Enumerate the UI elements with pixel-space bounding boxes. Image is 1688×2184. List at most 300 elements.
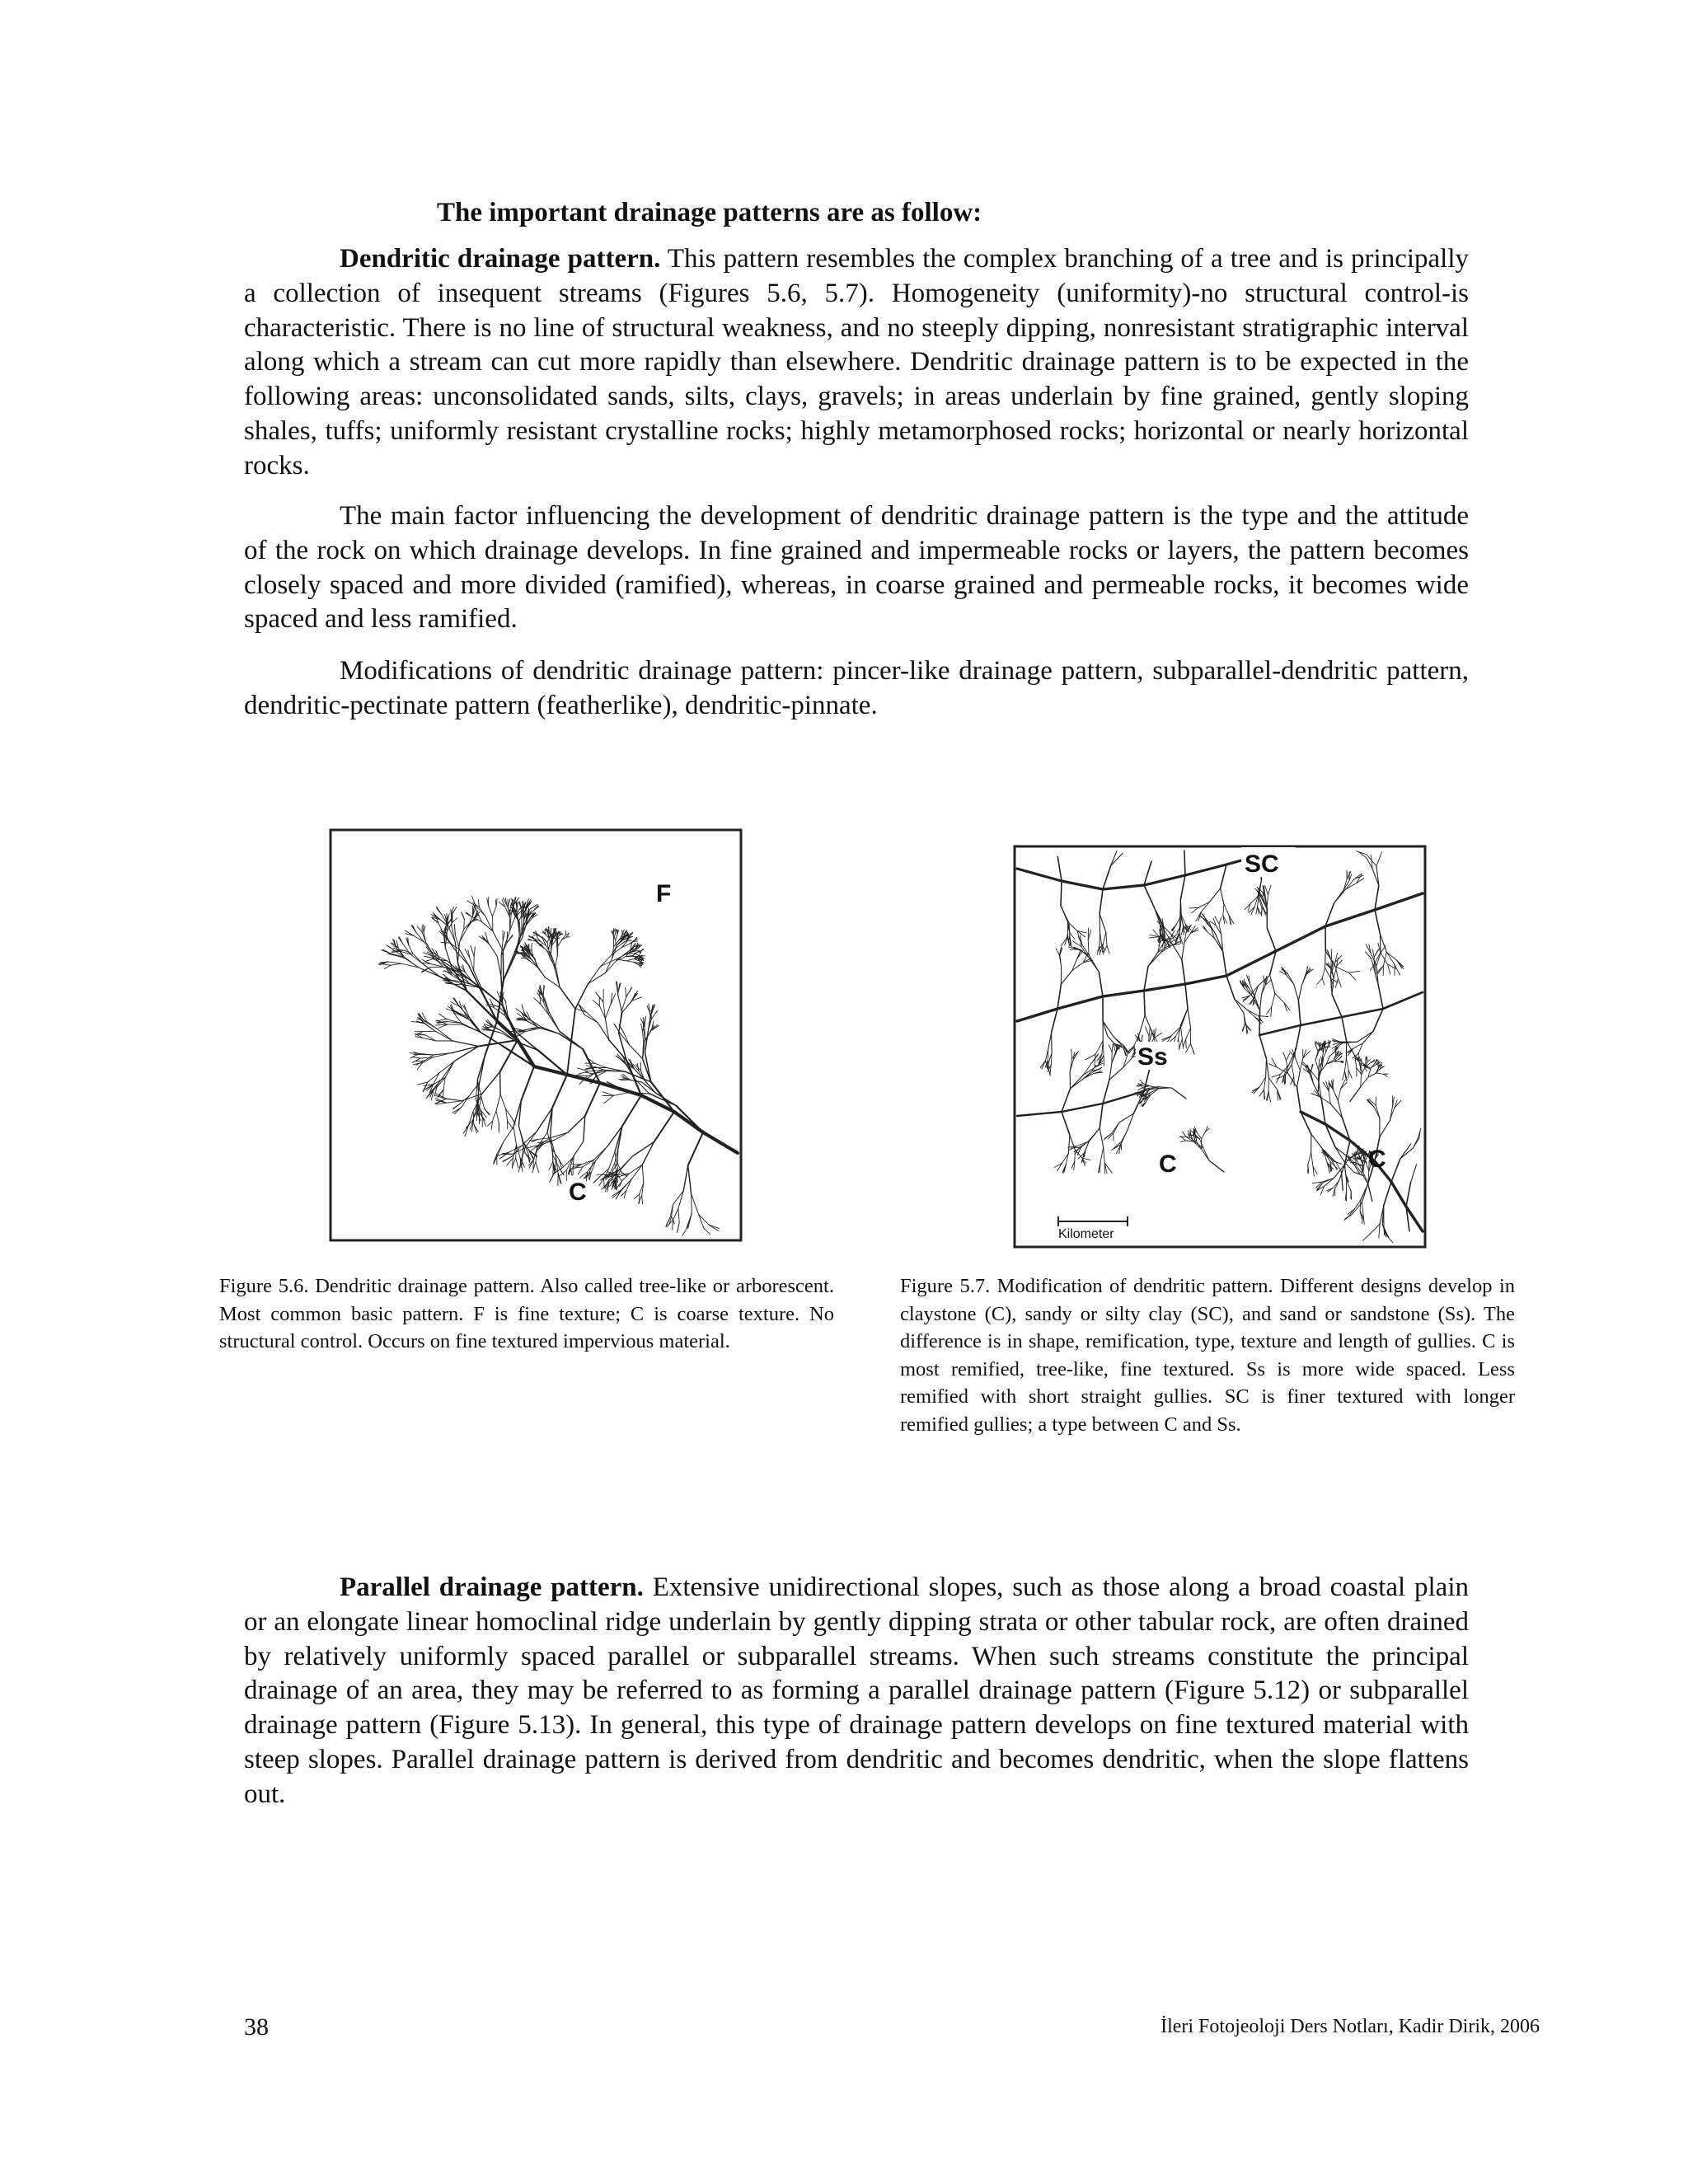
stream-segment: [411, 1022, 423, 1023]
stream-segment: [1397, 961, 1404, 969]
stream-segment: [1172, 925, 1177, 931]
stream-segment: [1223, 951, 1226, 976]
stream-segment: [1057, 996, 1103, 1009]
paragraph-modifications: Modifications of dendritic drainage pattern: pincer-like drainage pattern, subparallel-dendritic pattern, dendritic-pectinate pattern (featherlike), dendritic-pinnate.: [244, 656, 1469, 720]
stream-segment: [1301, 1112, 1325, 1124]
stream-segment: [489, 906, 493, 916]
stream-segment: [1297, 1071, 1301, 1088]
stream-segment: [385, 965, 391, 968]
stream-segment: [1265, 886, 1268, 895]
stream-segment: [558, 940, 562, 946]
stream-segment: [1202, 1132, 1206, 1139]
stream-segment: [699, 1215, 710, 1226]
stream-segment: [1367, 1060, 1371, 1062]
stream-segment: [1346, 1058, 1348, 1071]
stream-segment: [1144, 885, 1155, 907]
stream-segment: [516, 1042, 538, 1051]
stream-segment: [1301, 1017, 1342, 1025]
stream-segment: [621, 1156, 632, 1169]
stream-segment: [1103, 885, 1144, 889]
stream-segment: [1331, 949, 1332, 960]
stream-segment: [1268, 885, 1272, 894]
stream-segment: [1215, 916, 1219, 924]
stream-segment: [1266, 1059, 1267, 1077]
stream-segment: [430, 967, 443, 968]
stream-segment: [1184, 1039, 1186, 1047]
stream-segment: [543, 997, 550, 1013]
stream-segment: [1297, 1087, 1301, 1112]
stream-segment: [1062, 1089, 1071, 1112]
stream-segment: [1201, 902, 1209, 912]
stream-segment: [1310, 1070, 1319, 1080]
sandstone-label: Ss: [1137, 1043, 1168, 1071]
stream-segment: [1144, 861, 1151, 885]
stream-segment: [1184, 851, 1185, 875]
stream-segment: [452, 1041, 478, 1047]
stream-segment: [1256, 907, 1258, 914]
stream-segment: [497, 1141, 504, 1154]
stream-segment: [462, 913, 464, 920]
paragraph-text: Extensive unidirectional slopes, such as those along a broad coastal plain or an elongate linear homoclinal ridge underlain by gently dipping strata or other tabular rock, are often drained by relatively uniformly spaced parallel or subparallel streams. When such streams constitute the principal drainage of an area, they may be referred to as forming a parallel drainage pattern (Figure 5.12) or subparallel drainage pattern (Figure 5.13). In general, this type of drainage pattern develops on fine textured material with steep slopes. Parallel drainage pattern is derived from dendritic and becomes dendritic, when the slope flattens out.: [244, 1572, 1469, 1809]
stream-segment: [1362, 1235, 1370, 1241]
stream-segment: [1295, 1057, 1300, 1070]
stream-segment: [1375, 885, 1379, 910]
stream-segment: [622, 1095, 641, 1126]
stream-segment: [1103, 1041, 1104, 1056]
stream-segment: [1361, 1077, 1368, 1087]
stream-segment: [1046, 1061, 1048, 1069]
stream-segment: [1073, 941, 1081, 947]
stream-segment: [1190, 1129, 1191, 1135]
stream-segment: [617, 1149, 618, 1163]
stream-segment: [673, 1209, 678, 1221]
stream-segment: [1223, 904, 1224, 916]
claystone-label-right: C: [1368, 1146, 1386, 1173]
stream-segment: [555, 956, 557, 968]
stream-segment: [428, 1073, 439, 1082]
stream-segment: [1140, 1080, 1143, 1084]
stream-segment: [1288, 1073, 1297, 1087]
stream-segment: [1315, 1052, 1318, 1061]
stream-segment: [604, 1179, 605, 1187]
stream-segment: [616, 935, 617, 940]
stream-segment: [575, 984, 588, 1009]
stream-segment: [1378, 985, 1383, 1009]
stream-segment: [504, 954, 516, 981]
stream-segment: [508, 1121, 513, 1129]
stream-segment: [1341, 1080, 1345, 1089]
page-number: 38: [244, 2013, 269, 2041]
stream-segment: [1100, 1128, 1104, 1147]
stream-segment: [1100, 914, 1106, 933]
stream-segment: [1143, 1090, 1146, 1091]
stream-segment: [500, 1094, 506, 1109]
stream-segment: [642, 1165, 644, 1183]
stream-segment: [1103, 1021, 1114, 1038]
scale-label: Kilometer: [1058, 1227, 1114, 1241]
stream-segment: [1251, 907, 1254, 914]
stream-segment: [1185, 984, 1188, 1009]
stream-segment: [1325, 910, 1375, 926]
stream-segment: [513, 1127, 517, 1145]
stream-segment: [603, 1092, 614, 1096]
stream-segment: [493, 1111, 497, 1122]
stream-segment: [1391, 1159, 1400, 1182]
stream-segment: [1112, 1043, 1113, 1052]
stream-segment: [612, 1170, 613, 1177]
stream-segment: [481, 1097, 485, 1108]
stream-segment: [1127, 1046, 1134, 1053]
stream-segment: [438, 1029, 453, 1041]
stream-segment: [1368, 1183, 1372, 1201]
stream-segment: [1141, 1099, 1144, 1103]
modified-dendritic-drawing: [1012, 844, 1431, 1253]
stream-segment: [543, 947, 547, 951]
stream-segment: [1259, 1090, 1264, 1096]
stream-segment: [1301, 974, 1306, 985]
stream-segment: [459, 949, 468, 965]
stream-segment: [621, 1179, 631, 1190]
stream-segment: [532, 1162, 536, 1173]
figure-5-7-modified-dendritic: [1012, 844, 1431, 1253]
stream-segment: [641, 1024, 643, 1031]
stream-segment: [1172, 943, 1182, 959]
stream-segment: [584, 1116, 585, 1141]
paragraph-dendritic: [244, 242, 1469, 484]
paragraph-lead: Dendritic drainage pattern.: [340, 244, 661, 274]
stream-segment: [634, 1194, 640, 1199]
stream-segment: [1338, 1089, 1340, 1100]
stream-segment: [631, 943, 632, 946]
stream-segment: [1370, 1224, 1380, 1235]
stream-segment: [1180, 900, 1181, 919]
stream-segment: [418, 1082, 428, 1085]
stream-segment: [387, 945, 394, 950]
stream-segment: [638, 1196, 641, 1204]
stream-segment: [629, 1165, 642, 1174]
stream-segment: [474, 947, 475, 956]
stream-segment: [596, 1146, 607, 1160]
stream-segment: [1112, 1122, 1119, 1133]
stream-segment: [1075, 1150, 1082, 1158]
stream-segment: [677, 1222, 679, 1233]
stream-segment: [1323, 1082, 1329, 1090]
stream-segment: [1226, 976, 1235, 999]
stream-segment: [1267, 928, 1276, 951]
stream-segment: [416, 933, 424, 943]
sandy-clay-label: SC: [1245, 851, 1279, 878]
stream-segment: [1275, 993, 1284, 1003]
stream-segment: [1348, 971, 1359, 972]
stream-segment: [1062, 881, 1103, 889]
stream-segment: [1406, 1183, 1411, 1207]
stream-segment: [1383, 952, 1386, 966]
stream-segment: [1071, 1079, 1084, 1089]
stream-segment: [678, 1209, 679, 1223]
stream-segment: [382, 964, 391, 965]
stream-segment: [676, 1106, 703, 1132]
stream-segment: [1268, 1091, 1271, 1102]
footer-source: İleri Fotojeoloji Ders Notları, Kadir Dirik, 2006: [1160, 2016, 1540, 2037]
stream-segment: [476, 1080, 478, 1099]
stream-segment: [578, 1167, 583, 1174]
figure-frame: [1015, 846, 1425, 1247]
figure-5-6-caption: Figure 5.6. Dendritic drainage pattern. Also called tree-like or arborescent. Most common basic pattern. F is fine texture; C is coarse texture. No structural control. Occurs on fine textured impervious material.: [219, 1275, 834, 1352]
stream-segment: [601, 954, 612, 966]
stream-segment: [688, 1213, 692, 1228]
stream-segment: [1061, 971, 1071, 985]
stream-segment: [1061, 937, 1067, 946]
stream-segment: [1339, 978, 1342, 987]
stream-segment: [391, 963, 401, 965]
stream-segment: [1085, 1054, 1095, 1060]
stream-segment: [635, 951, 640, 953]
stream-segment: [412, 1057, 420, 1058]
stream-segment: [1084, 1063, 1092, 1076]
stream-segment: [1363, 1172, 1368, 1183]
stream-segment: [1182, 943, 1184, 959]
drainage-network: [1017, 851, 1423, 1243]
stream-segment: [1221, 888, 1224, 904]
stream-segment: [1379, 1062, 1380, 1066]
stream-segment: [1144, 991, 1145, 1015]
stream-segment: [617, 982, 618, 995]
stream-segment: [1270, 975, 1275, 993]
stream-segment: [1298, 1001, 1301, 1025]
stream-segment: [1372, 949, 1374, 958]
stream-segment: [1088, 940, 1089, 954]
stream-segment: [399, 936, 403, 944]
stream-segment: [540, 993, 542, 1004]
stream-segment: [703, 1132, 738, 1153]
stream-segment: [1386, 952, 1397, 960]
stream-segment: [1325, 968, 1331, 978]
claystone-label-left: C: [1159, 1151, 1177, 1178]
stream-segment: [1342, 1009, 1383, 1017]
stream-segment: [683, 1165, 687, 1191]
stream-segment: [588, 973, 605, 984]
stream-segment: [1351, 1162, 1355, 1163]
stream-segment: [1052, 1033, 1053, 1052]
stream-segment: [439, 1014, 447, 1019]
stream-segment: [557, 940, 558, 946]
stream-segment: [489, 943, 498, 956]
stream-segment: [383, 949, 392, 954]
stream-segment: [1138, 1088, 1143, 1091]
stream-segment: [467, 912, 472, 917]
stream-segment: [1099, 972, 1103, 996]
stream-segment: [1188, 1009, 1191, 1029]
stream-segment: [1143, 1089, 1147, 1090]
stream-segment: [523, 953, 528, 954]
stream-segment: [1287, 975, 1294, 984]
stream-segment: [1160, 941, 1169, 953]
stream-segment: [1333, 1089, 1338, 1100]
stream-segment: [436, 1103, 447, 1104]
stream-segment: [1139, 1015, 1145, 1033]
stream-segment: [1294, 984, 1299, 1001]
stream-segment: [1348, 1070, 1352, 1078]
stream-segment: [537, 935, 542, 939]
stream-segment: [435, 1031, 452, 1041]
stream-segment: [1254, 986, 1259, 996]
stream-segment: [1182, 1039, 1183, 1049]
stream-segment: [1183, 1132, 1186, 1137]
stream-segment: [471, 1021, 481, 1033]
stream-segment: [1335, 1147, 1345, 1163]
stream-segment: [1341, 1082, 1348, 1089]
stream-segment: [1219, 917, 1221, 924]
stream-segment: [1329, 1091, 1330, 1104]
figure-5-6-dendritic: [328, 827, 747, 1248]
stream-segment: [1260, 995, 1262, 1010]
stream-segment: [452, 918, 457, 923]
stream-segment: [1070, 933, 1075, 940]
stream-segment: [1103, 866, 1111, 889]
stream-segment: [1343, 1071, 1345, 1080]
stream-segment: [1258, 880, 1261, 897]
stream-segment: [540, 1029, 559, 1034]
stream-segment: [516, 1158, 518, 1168]
stream-segment: [500, 1071, 501, 1094]
stream-segment: [630, 1045, 643, 1059]
stream-segment: [549, 1162, 553, 1170]
stream-segment: [536, 1162, 539, 1173]
stream-segment: [1103, 932, 1106, 944]
stream-segment: [1181, 1009, 1188, 1026]
stream-segment: [1353, 1159, 1357, 1160]
stream-segment: [640, 956, 645, 957]
stream-segment: [1362, 1202, 1363, 1215]
stream-segment: [1363, 1216, 1364, 1225]
stream-segment: [1381, 945, 1386, 953]
stream-segment: [438, 923, 443, 933]
stream-segment: [1207, 921, 1215, 934]
stream-segment: [1100, 889, 1103, 914]
stream-segment: [1144, 875, 1185, 885]
stream-segment: [454, 925, 455, 935]
stream-segment: [464, 919, 465, 929]
stream-segment: [1411, 1165, 1417, 1183]
stream-segment: [1144, 966, 1148, 991]
stream-segment: [682, 1228, 687, 1236]
stream-segment: [1089, 958, 1099, 972]
stream-segment: [1321, 1099, 1325, 1124]
stream-segment: [1048, 1033, 1052, 1049]
paragraph-text: This pattern resembles the complex branching of a tree and is principally a collection of insequent streams (Figures 5.6, 5.7). Homogeneity (uniformity)-no structural control-is characteristic. There is no line of structural weakness, and no steeply dipping, nonresistant stratigraphic interval along which a stream can cut more rapidly than elsewhere. Dendritic drainage pattern is to be expected in the following areas: unconsolidated sands, silts, clays, gravels; in areas underlain by fine grained, gently sloping shales, tuffs; uniformly resistant crystalline rocks; highly metamorphosed rocks; horizontal or nearly horizontal rocks.: [244, 244, 1470, 480]
stream-segment: [1327, 949, 1331, 960]
stream-segment: [1103, 1091, 1144, 1104]
stream-segment: [452, 1047, 479, 1053]
stream-segment: [1100, 1104, 1103, 1128]
stream-segment: [1068, 1135, 1070, 1153]
stream-segment: [1106, 932, 1107, 945]
stream-segment: [1127, 1113, 1133, 1132]
stream-segment: [626, 1179, 631, 1191]
stream-segment: [622, 934, 623, 940]
stream-segment: [1103, 991, 1144, 996]
stream-segment: [518, 1040, 534, 1066]
stream-segment: [1311, 1134, 1324, 1150]
stream-segment: [1071, 1147, 1079, 1148]
stream-segment: [1146, 1027, 1150, 1036]
stream-segment: [1144, 984, 1185, 991]
stream-segment: [1017, 869, 1062, 881]
stream-segment: [1100, 1147, 1104, 1162]
stream-segment: [1100, 932, 1102, 944]
stream-segment: [1359, 1155, 1360, 1159]
stream-segment: [1335, 967, 1348, 972]
stream-segment: [1057, 984, 1061, 1009]
stream-segment: [1148, 952, 1158, 966]
stream-segment: [1202, 1149, 1210, 1160]
stream-segment: [593, 1001, 599, 1006]
stream-segment: [1090, 1128, 1100, 1141]
stream-segment: [678, 1191, 683, 1209]
stream-segment: [622, 1001, 631, 1012]
stream-segment: [1395, 965, 1400, 975]
stream-segment: [1192, 907, 1198, 913]
stream-segment: [614, 1092, 630, 1095]
stream-segment: [1186, 1039, 1187, 1048]
stream-segment: [600, 1083, 641, 1095]
stream-segment: [1345, 1058, 1347, 1071]
stream-segment: [1384, 1074, 1388, 1076]
stream-segment: [1121, 1132, 1127, 1142]
stream-segment: [1199, 916, 1207, 921]
stream-segment: [411, 926, 416, 933]
stream-segment: [1259, 1025, 1301, 1035]
stream-segment: [688, 1165, 692, 1194]
stream-segment: [1253, 1087, 1259, 1090]
stream-segment: [1363, 1155, 1364, 1163]
stream-segment: [1109, 1045, 1112, 1052]
stream-segment: [478, 899, 479, 907]
stream-segment: [1185, 865, 1226, 875]
drainage-network: [378, 896, 738, 1235]
stream-segment: [1107, 945, 1109, 954]
stream-segment: [1121, 1142, 1122, 1150]
figure-5-7-caption: Figure 5.7. Modification of dendritic pattern. Different designs develop in claystone (C), sandy or silty clay (SC), and sand or sandstone (Ss). The difference is in shape, remification, type, texture and length of gullies. C is most remified, tree-like, fine textured. Ss is more wide spaced. Less remified with short straight gullies. SC is finer textured with longer remified gullies; a type between C and Ss.: [900, 1275, 1515, 1436]
stream-segment: [1311, 1153, 1313, 1167]
stream-segment: [504, 1127, 513, 1141]
stream-segment: [496, 1111, 499, 1123]
stream-segment: [1171, 1088, 1186, 1099]
stream-segment: [534, 998, 542, 1005]
stream-segment: [1366, 1061, 1367, 1066]
stream-segment: [588, 1160, 596, 1172]
stream-segment: [566, 937, 570, 938]
stream-segment: [1335, 978, 1338, 987]
stream-segment: [601, 959, 616, 966]
stream-segment: [654, 1112, 675, 1142]
stream-segment: [1345, 1162, 1354, 1172]
stream-segment: [1180, 875, 1185, 900]
stream-segment: [551, 955, 555, 969]
stream-segment: [1386, 952, 1395, 965]
stream-segment: [1296, 1025, 1301, 1049]
stream-segment: [1350, 1087, 1361, 1102]
stream-segment: [503, 951, 504, 981]
stream-segment: [1057, 856, 1062, 881]
stream-segment: [508, 899, 510, 907]
stream-segment: [485, 1108, 490, 1114]
stream-segment: [643, 1042, 644, 1059]
stream-segment: [1224, 904, 1229, 916]
stream-segment: [1069, 923, 1070, 937]
stream-segment: [626, 961, 634, 963]
stream-segment: [584, 1015, 598, 1022]
